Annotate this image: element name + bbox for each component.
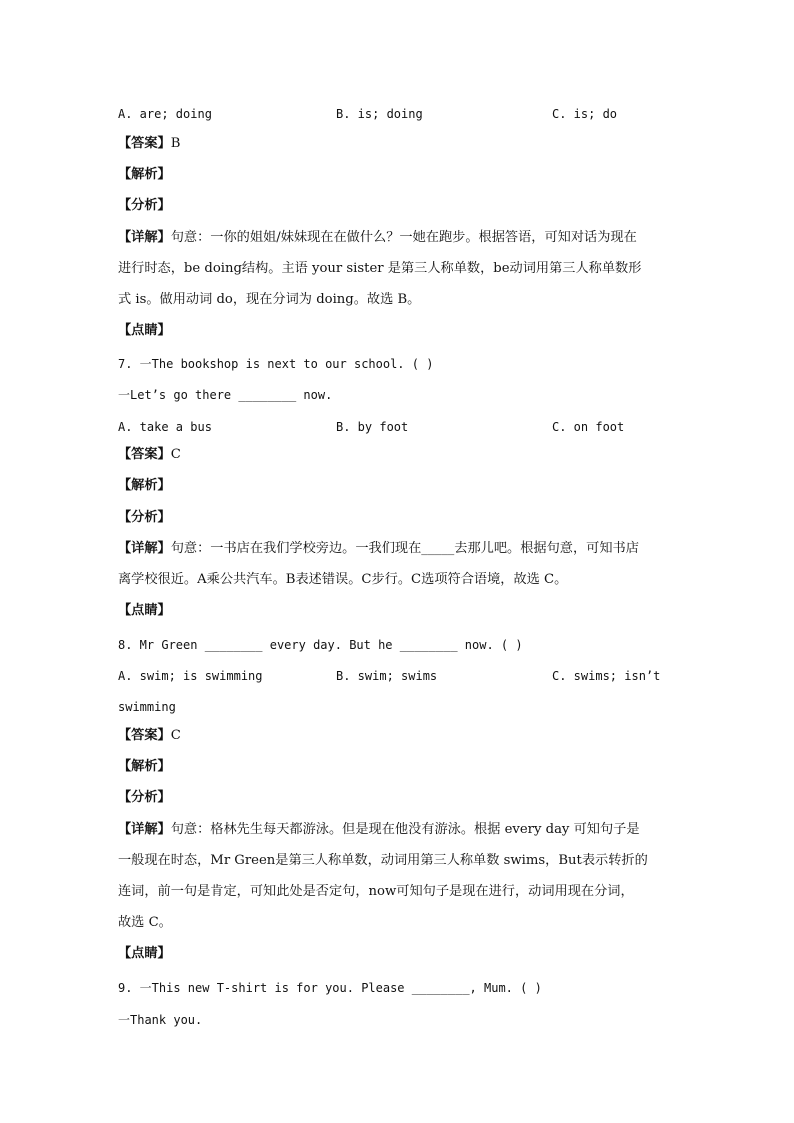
q6-dianjing-label: 【点睛】 — [118, 323, 171, 338]
q9-reply: 一Thank you. — [118, 1013, 203, 1027]
q8-option-c-continued: swimming — [118, 700, 176, 714]
q8-detail-line-1: 【详解】句意：格林先生每天都游泳。但是现在他没有游泳。根据 every day 可知句子是 — [118, 822, 640, 837]
q6-detail-line-2: 进行时态，be doing结构。主语 your sister 是第三人称单数，be动词用第三人称单数形 — [118, 261, 642, 276]
detail-label: 【详解】 — [118, 822, 171, 837]
q8-analysis-label: 【解析】 — [118, 759, 171, 774]
q6-analysis-label: 【解析】 — [118, 167, 171, 182]
q7-option-c: C. on foot — [552, 420, 625, 434]
q7-reply: 一Let’s go there ________ now. — [118, 388, 333, 402]
q8-dianjing-label: 【点睛】 — [118, 946, 171, 961]
q9-stem: 9. 一This new T-shirt is for you. Please ________, Mum. ( ) — [118, 981, 542, 995]
answer-value: B — [170, 136, 181, 151]
answer-label: 【答案】 — [118, 728, 171, 743]
q8-option-b: B. swim; swims — [336, 669, 438, 683]
q7-answer — [118, 445, 181, 465]
q7-analysis-label: 【解析】 — [118, 478, 171, 493]
q6-option-b: B. is; doing — [336, 107, 423, 121]
q7-fenxi-label: 【分析】 — [118, 510, 171, 525]
q6-fenxi-label: 【分析】 — [118, 198, 171, 213]
answer-value: C — [170, 728, 181, 743]
q8-detail-line-4: 故选 C。 — [118, 915, 172, 930]
q6-detail-line-3: 式 is。做用动词 do，现在分词为 doing。故选 B。 — [118, 292, 421, 307]
q6-detail-line-1: 【详解】句意：一你的姐姐/妹妹现在在做什么？一她在跑步。根据答语，可知对话为现在 — [118, 230, 637, 245]
q7-dianjing-label: 【点睛】 — [118, 603, 171, 618]
q6-option-a: A. are; doing — [118, 107, 212, 121]
q6-answer — [118, 134, 180, 154]
q7-option-b: B. by foot — [336, 420, 409, 434]
q8-detail-line-3: 连词，前一句是肯定，可知此处是否定句，now可知句子是现在进行，动词用现在分词， — [118, 884, 634, 899]
q6-option-c: C. is; do — [552, 107, 618, 121]
q7-detail-line-2: 离学校很近。A乘公共汽车。B表述错误。C步行。C选项符合语境，故选 C。 — [118, 572, 568, 587]
q8-option-a: A. swim; is swimming — [118, 669, 263, 683]
q7-detail-line-1: 【详解】句意：一书店在我们学校旁边。一我们现在_____去那儿吧。根据句意，可知书店 — [118, 541, 639, 556]
q8-stem: 8. Mr Green ________ every day. But he ________ now. ( ) — [118, 638, 523, 652]
answer-value: C — [170, 447, 181, 462]
q7-option-a: A. take a bus — [118, 420, 212, 434]
q8-option-c: C. swims; isn’t — [552, 669, 661, 683]
q7-stem: 7. 一The bookshop is next to our school. ( ) — [118, 357, 434, 371]
q8-answer — [118, 726, 181, 746]
q8-detail-line-2: 一般现在时态，Mr Green是第三人称单数，动词用第三人称单数 swims，But表示转折的 — [118, 853, 648, 868]
answer-label: 【答案】 — [118, 447, 171, 462]
detail-label: 【详解】 — [118, 541, 171, 556]
q8-fenxi-label: 【分析】 — [118, 790, 171, 805]
answer-label: 【答案】 — [118, 136, 171, 151]
detail-label: 【详解】 — [118, 230, 171, 245]
